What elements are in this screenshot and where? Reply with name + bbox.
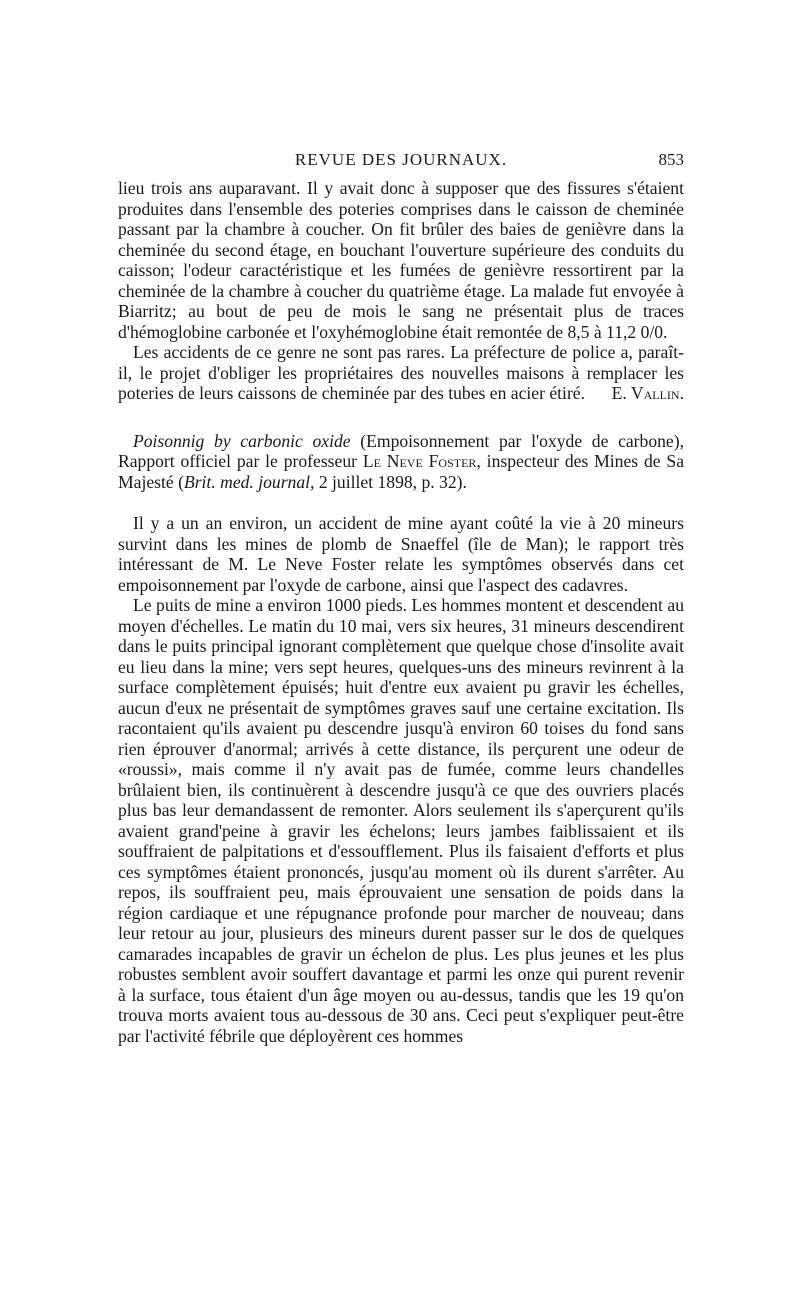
- article-author: Le Neve Foster: [362, 451, 477, 471]
- article-paragraph: Il y a un an environ, un accident de mine ayant coûté la vie à 20 mineurs survint dans les mines de plomb de Snaeffel (île de Man); le rapport très intéressant de M. Le Neve Foster relate les symptômes observés dans cet empoisonnement par l'oxyde de carbone, ainsi que l'aspect des cadavres.: [118, 513, 684, 595]
- article-subtitle-b: , inspecteur des Mines de Sa Majesté (: [118, 451, 684, 492]
- page-header: [118, 150, 684, 172]
- author-signature: E. Vallin.: [611, 383, 684, 403]
- page-number: 853: [658, 150, 684, 169]
- article-paragraph: Le puits de mine a environ 1000 pieds. Les hommes montent et descendent au moyen d'échelles. Le matin du 10 mai, vers six heures, 31 mineurs descendirent dans le puits principal ignorant complètement que quelque chose d'insolite avait eu lieu dans la mine; vers sept heures, quelques-uns des mineurs revinrent à la surface complètement épuisés; huit d'entre eux avaient pu gravir les échelles, aucun d'eux ne présentait de symptômes graves sauf une certaine excitation. Ils racontaient qu'ils avaient pu descendre jusqu'à environ 60 toises du fond sans rien éprouver d'anormal; arrivés à cette distance, ils perçurent une odeur de «roussi», mais comme il n'y avait pas de fumée, comme leurs chandelles brûlaient bien, ils continuèrent à descendre jusqu'à ce que des ouvriers placés plus bas leur demandassent de remonter. Alors seulement ils s'aperçurent qu'ils avaient grand'peine à gravir les échelons; leurs jambes faiblissaient et ils souffraient de palpitations et d'essoufflement. Plus ils faisaient d'efforts et plus ces symptômes étaient prononcés, jusqu'au moment où ils durent s'arrêter. Au repos, ils souffraient peu, mais éprouvaient une sensation de poids dans la région cardiaque et une répugnance profonde pour marcher de nouveau; dans leur retour au jour, plusieurs des mineurs durent passer sur le dos de quelques camarades incapables de gravir un échelon de plus. Les plus jeunes et les plus robustes semblent avoir souffert davantage et parmi les onze qui purent revenir à la surface, tous étaient d'un âge moyen ou au-dessus, tandis que les 19 qu'on trouva morts avaient tous au-dessous de 30 ans. Ceci peut s'expliquer peut-être par l'activité fébrile que déployèrent ces hommes: [118, 595, 684, 1046]
- running-title: REVUE DES JOURNAUX.: [294, 150, 508, 169]
- article-source: Brit. med. journal,: [183, 471, 315, 492]
- article-subtitle-c: 2 juillet 1898, p. 32).: [314, 471, 467, 492]
- page-body: [118, 178, 684, 1046]
- closing-paragraph-text: Les accidents de ce genre ne sont pas rares. La préfecture de police a, paraît-il, le projet d'obliger les propriétaires des nouvelles maisons à remplacer les poteries de leurs caissons de cheminée par des tubes en acier étiré.: [118, 342, 684, 403]
- section-spacer: [118, 492, 684, 513]
- article-title: Poisonnig by carbonic oxide: [133, 430, 351, 451]
- article-heading: [118, 431, 684, 493]
- continued-paragraph: lieu trois ans auparavant. Il y avait donc à supposer que des fissures s'étaient produites dans l'ensemble des poteries comprises dans le caisson de cheminée passant par la chambre à coucher. On fit brûler des baies de genièvre dans la cheminée du second étage, en bouchant l'ouverture supérieure des conduits du caisson; l'odeur caractéristique et les fumées de genièvre ressortirent par la cheminée de la chambre à coucher du quatrième étage. La malade fut envoyée à Biarritz; au bout de peu de mois le sang ne présentait plus de traces d'hémoglobine carbonée et l'oxyhémoglobine était remontée de 8,5 à 11,2 0/0.: [118, 178, 684, 342]
- closing-paragraph: [118, 342, 684, 404]
- article-subtitle-a: (Empoisonnement par l'oxyde de carbone), Rapport officiel par le professeur: [118, 430, 685, 471]
